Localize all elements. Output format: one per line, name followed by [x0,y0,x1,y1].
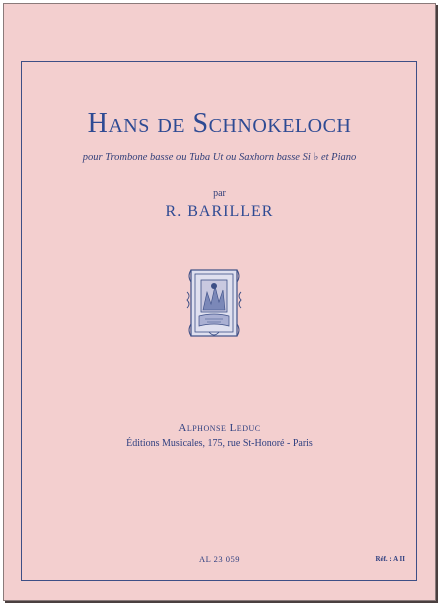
publisher-name: Alphonse Leduc [178,422,261,434]
score-cover [3,3,436,601]
publisher-emblem-icon [185,266,243,342]
instrumentation-subtitle: pour Trombone basse ou Tuba Ut ou Saxhorn basse Si ♭ et Piano [82,152,357,163]
publisher-address: Éditions Musicales, 175, rue St-Honoré - Paris [126,438,313,449]
page-title: Hans de Schnokeloch [87,108,352,139]
catalog-number: AL 23 059 [198,554,240,564]
composer-name: R. BARILLER [165,203,274,220]
by-label: par [213,188,226,199]
reference-code: Réf. : A II [375,555,405,563]
